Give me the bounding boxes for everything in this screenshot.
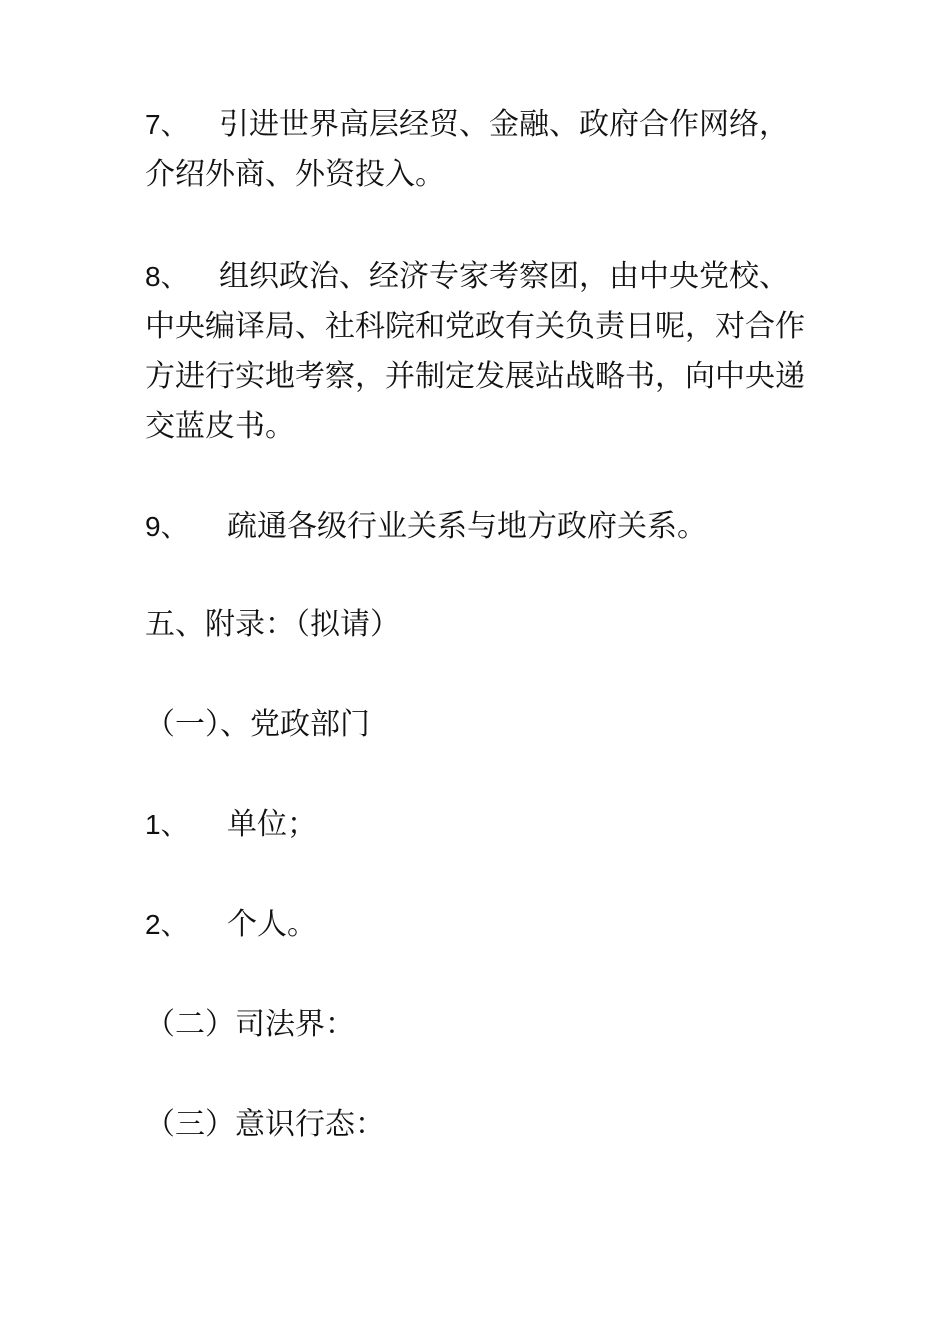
item-text: 引进世界高层经贸、金融、政府合作网络，介绍外商、外资投入。 bbox=[145, 107, 789, 192]
item-number: 1、 bbox=[145, 809, 189, 840]
item-text: 个人。 bbox=[227, 907, 317, 942]
section-heading-party-government: （一）、党政部门 bbox=[145, 707, 370, 742]
sub-item-2 bbox=[145, 900, 815, 950]
item-number: 2、 bbox=[145, 909, 189, 940]
section-heading-ideology: （三）意识行态： bbox=[145, 1107, 385, 1142]
item-text: 组织政治、经济专家考察团，由中央党校、中央编译局、社科院和党政有关负责日呢，对合作方进行实地考察，并制定发展站战略书，向中央递交蓝皮书。 bbox=[145, 259, 805, 444]
section-heading-judiciary: （二）司法界： bbox=[145, 1007, 355, 1042]
item-text: 单位； bbox=[227, 807, 317, 842]
appendix-title: 五、附录：（拟请） bbox=[145, 607, 400, 642]
list-item-9 bbox=[145, 502, 815, 552]
item-number: 8、 bbox=[145, 261, 189, 292]
sub-item-1 bbox=[145, 800, 815, 850]
item-number: 9、 bbox=[145, 511, 189, 542]
list-item-8 bbox=[145, 252, 815, 452]
item-number: 7、 bbox=[145, 109, 189, 140]
list-item-7 bbox=[145, 100, 815, 200]
item-text: 疏通各级行业关系与地方政府关系。 bbox=[227, 509, 707, 544]
